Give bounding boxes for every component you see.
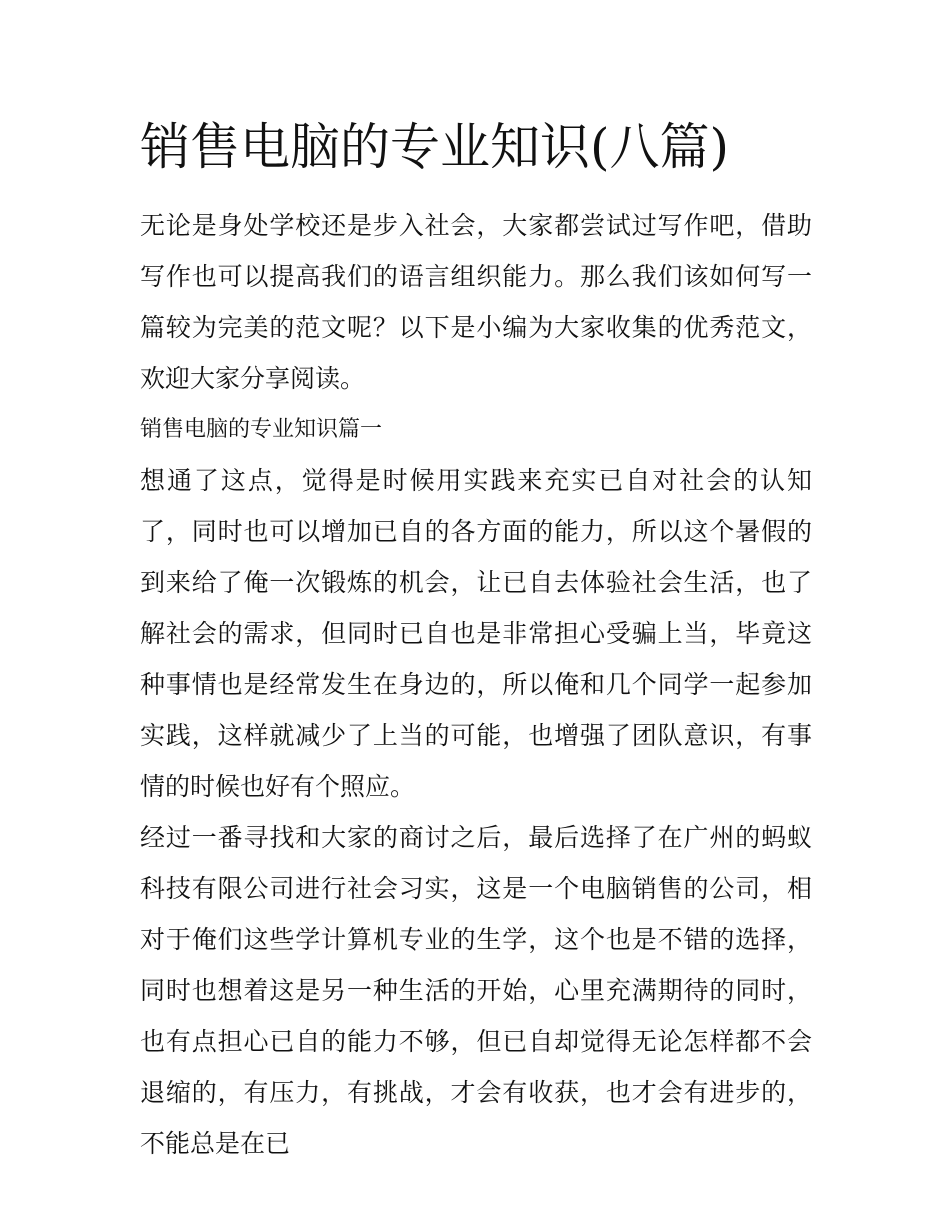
document-title: 销售电脑的专业知识(八篇) [140, 118, 730, 176]
section-heading: 销售电脑的专业知识篇一 [140, 417, 383, 442]
body-paragraph-2: 经过一番寻找和大家的商讨之后，最后选择了在广州的蚂蚁科技有限公司进行社会习实，这是一个电脑销售的公司，相对于俺们这些学计算机专业的生学，这个也是不错的选择，同时也想着这是另一种生活的开始，心里充满期待的同时，也有点担心已自的能力不够，但已自却觉得无论怎样都不会退缩的，有压力，有挑战，才会有收获，也才会有进步的，不能总是在已 [140, 823, 812, 1158]
body-paragraph-1: 想通了这点，觉得是时候用实践来充实已自对社会的认知了，同时也可以增加已自的各方面的能力，所以这个暑假的到来给了俺一次锻炼的机会，让已自去体验社会生活，也了解社会的需求，但同时已自也是非常担心受骗上当，毕竟这种事情也是经常发生在身边的，所以俺和几个同学一起参加实践，这样就减少了上当的可能，也增强了团队意识，有事情的时候也好有个照应。 [140, 466, 812, 801]
document-page [140, 112, 812, 1169]
intro-paragraph: 无论是身处学校还是步入社会，大家都尝试过写作吧，借助写作也可以提高我们的语言组织能力。那么我们该如何写一篇较为完美的范文呢？以下是小编为大家收集的优秀范文，欢迎大家分享阅读。 [140, 211, 812, 393]
